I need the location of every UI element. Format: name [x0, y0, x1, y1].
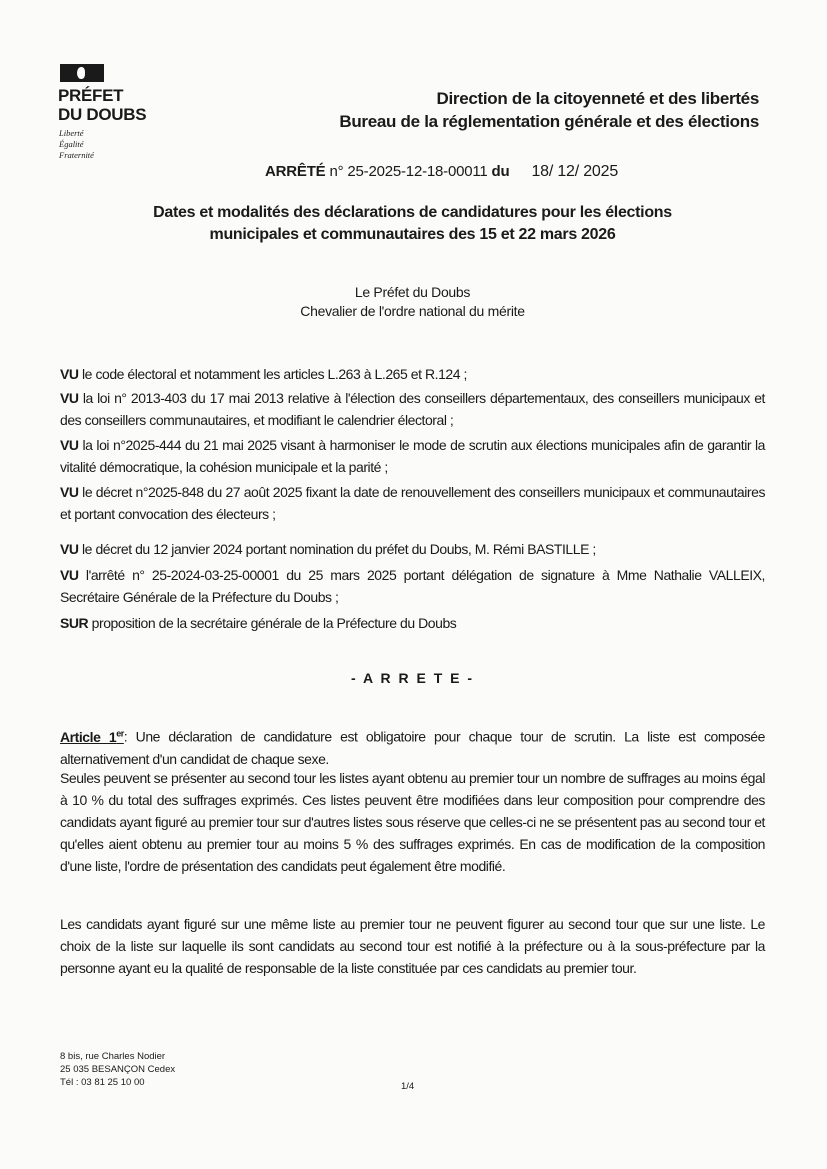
article-label-text: Article 1 — [60, 728, 117, 745]
arrete-number-line — [265, 163, 618, 181]
article-1-paragraph-3: Les candidats ayant figuré sur une même liste au premier tour ne peuvent figurer au second tour que sur une liste. Le choix de la liste sur laquelle ils sont candidats au second tour est notifié à la préfecture ou à la sous-préfecture par la personne ayant eu la qualité de responsable de la liste constituée par ces candidats au premier tour. — [60, 916, 765, 976]
visa-lead: VU — [60, 366, 79, 382]
visa-lead: VU — [60, 567, 79, 583]
visa-3 — [60, 434, 765, 478]
signatory-name: Le Préfet du Doubs — [354, 284, 471, 300]
address-city: 25 035 BESANÇON Cedex — [60, 1064, 176, 1075]
bureau-name: Bureau de la réglementation générale et des élections — [339, 112, 759, 131]
document-title — [60, 202, 765, 246]
visa-5 — [60, 538, 765, 560]
logo-line-2: DU DOUBS — [58, 105, 147, 124]
motto-liberte: Liberté — [59, 128, 84, 138]
visa-lead: VU — [60, 541, 79, 557]
visa-2 — [60, 387, 765, 431]
visa-1 — [60, 363, 765, 385]
visa-text: le code électoral et notamment les articles L.263 à L.265 et R.124 ; — [78, 366, 467, 382]
arrete-date: 18/ 12/ 2025 — [531, 163, 619, 180]
visa-text: le décret du 12 janvier 2024 portant nomination du préfet du Doubs, M. Rémi BASTILLE ; — [78, 541, 596, 557]
signatory-distinction: Chevalier de l'ordre national du mérite — [300, 303, 525, 319]
phone-number: Tél : 03 81 25 10 00 — [60, 1077, 145, 1088]
signatory-block — [60, 283, 765, 321]
visa-6 — [60, 564, 765, 608]
motto — [59, 128, 94, 161]
visa-lead: SUR — [60, 615, 89, 631]
title-line-1: Dates et modalités des déclarations de candidatures pour les élections — [153, 204, 672, 221]
visa-4 — [60, 481, 765, 525]
logo-line-1: PRÉFET — [58, 86, 124, 105]
visa-text: l'arrêté n° 25-2024-03-25-00001 du 25 mars 2025 portant délégation de signature à Mme Nathalie VALLEIX, Secrétaire Générale de la Préfecture du Doubs ; — [60, 567, 765, 605]
motto-egalite: Égalité — [59, 139, 84, 149]
direction-name: Direction de la citoyenneté et des libertés — [436, 89, 759, 108]
visa-lead: VU — [60, 484, 79, 500]
arrete-label: ARRÊTÉ — [265, 163, 326, 180]
marianne-logo-icon — [60, 64, 104, 82]
article-1-text: : Une déclaration de candidature est obligatoire pour chaque tour de scrutin. La liste est composée alternativement d'un candidat de chaque sexe. — [60, 728, 765, 767]
motto-fraternite: Fraternité — [59, 150, 94, 160]
page-number: 1/4 — [401, 1081, 415, 1092]
visa-text: la loi n°2025-444 du 21 mai 2025 visant à harmoniser le mode de scrutin aux élections municipales afin de garantir la vitalité démocratique, la cohésion municipale et la parité ; — [60, 437, 765, 475]
issuing-department — [339, 87, 759, 133]
arrete-heading: - A R R E T E - — [350, 670, 475, 686]
prefet-logo-name — [58, 86, 146, 124]
address-street: 8 bis, rue Charles Nodier — [60, 1051, 166, 1062]
sur-proposition — [60, 612, 765, 634]
visa-lead: VU — [60, 437, 79, 453]
visa-text: la loi n° 2013-403 du 17 mai 2013 relative à l'élection des conseillers départementaux, des conseillers municipaux et des conseillers communautaires, et modifiant le calendrier électoral ; — [60, 390, 765, 428]
title-line-2: municipales et communautaires des 15 et 22 mars 2026 — [209, 226, 616, 243]
visa-lead: VU — [60, 390, 79, 406]
article-1-paragraph-2: Seules peuvent se présenter au second tour les listes ayant obtenu au premier tour un nombre de suffrages au moins égal à 10 % du total des suffrages exprimés. Ces listes peuvent être modifiées dans leur composition pour comprendre des candidats ayant figuré au premier tour sur d'autres listes sous réserve que celles-ci ne se présentent pas au second tour et qu'elles aient obtenu au premier tour au moins 5 % des suffrages exprimés. En cas de modification de la composition d'une liste, l'ordre de présentation des candidats peut également être modifié. — [60, 770, 765, 874]
footer-address — [60, 1050, 175, 1089]
visa-text: le décret n°2025-848 du 27 août 2025 fixant la date de renouvellement des conseillers municipaux et communautaires et portant convocation des électeurs ; — [60, 484, 765, 522]
arrete-number: n° 25-2025-12-18-00011 — [329, 163, 488, 180]
article-1 — [60, 722, 765, 770]
article-1-label — [60, 729, 124, 745]
article-label-sup: er — [116, 728, 124, 738]
visa-text: proposition de la secrétaire générale de la Préfecture du Doubs — [88, 615, 457, 631]
arrete-du: du — [491, 163, 510, 180]
